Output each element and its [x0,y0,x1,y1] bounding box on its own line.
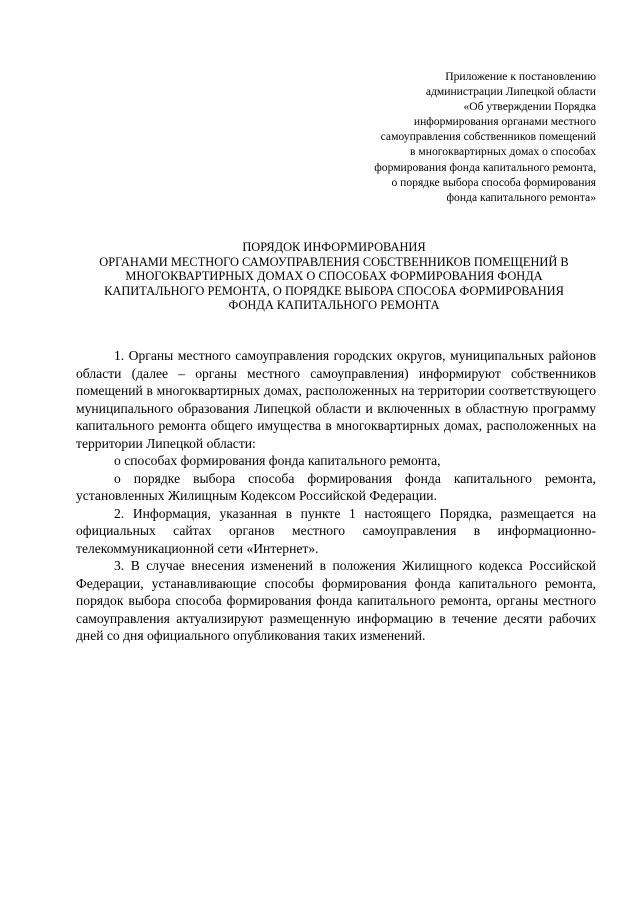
document-body [76,347,596,645]
annex-reference [300,69,596,205]
title-line: ФОНДА КАПИТАЛЬНОГО РЕМОНТА [228,298,440,313]
annex-line: Приложение к постановлению [445,70,596,83]
title-line: ПОРЯДОК ИНФОРМИРОВАНИЯ [242,240,426,254]
annex-line: формирования фонда капитального ремонта, [374,160,596,174]
annex-line: администрации Липецкой области [425,85,596,99]
title-line: МНОГОКВАРТИРНЫХ ДОМАХ О СПОСОБАХ ФОРМИРОВАНИЯ ФОНДА [125,269,543,284]
annex-line: фонда капитального ремонта» [446,190,596,204]
annex-line: «Об утверждении Порядка [463,100,596,114]
annex-line: информирования органами местного [413,115,596,129]
paragraph-list-item: о способах формирования фонда капитального ремонта, [114,453,441,468]
annex-line: в многоквартирных домах о способах [410,145,596,159]
paragraph-list-item: о порядке выбора способа формирования фонда капитального ремонта, установленных Жилищным Кодексом Российской Федерации. [76,470,596,503]
title-line: ОРГАНАМИ МЕСТНОГО САМОУПРАВЛЕНИЯ СОБСТВЕННИКОВ ПОМЕЩЕНИЙ В [99,254,569,269]
annex-line: самоуправления собственников помещений [380,130,596,144]
paragraph-1: 1. Органы местного самоуправления городских округов, муниципальных районов области (далее – органы местного самоуправления) информируют собственников помещений в многоквартирных домах, расположенных на территории соответствующего муниципального образования Липецкой области и включенных в областную программу капитального ремонта общего имущества в многоквартирных домах, расположенных на территории Липецкой области: [76,348,596,451]
document-title [66,240,602,313]
paragraph-3: 3. В случае внесения изменений в положения Жилищного кодекса Российской Федерации, устанавливающие способы формирования фонда капитального ремонта, порядок выбора способа формирования фонда капитального ремонта, органы местного самоуправления актуализируют размещенную информацию в течение десяти рабочих дней со дня официального опубликования таких изменений. [76,558,596,643]
paragraph-2: 2. Информация, указанная в пункте 1 настоящего Порядка, размещается на официальных сайтах органов местного самоуправления в информационно-телекоммуникационной сети «Интернет». [76,505,596,556]
annex-line: о порядке выбора способа формирования [391,175,596,189]
title-line: КАПИТАЛЬНОГО РЕМОНТА, О ПОРЯДКЕ ВЫБОРА СПОСОБА ФОРМИРОВАНИЯ [104,283,564,298]
